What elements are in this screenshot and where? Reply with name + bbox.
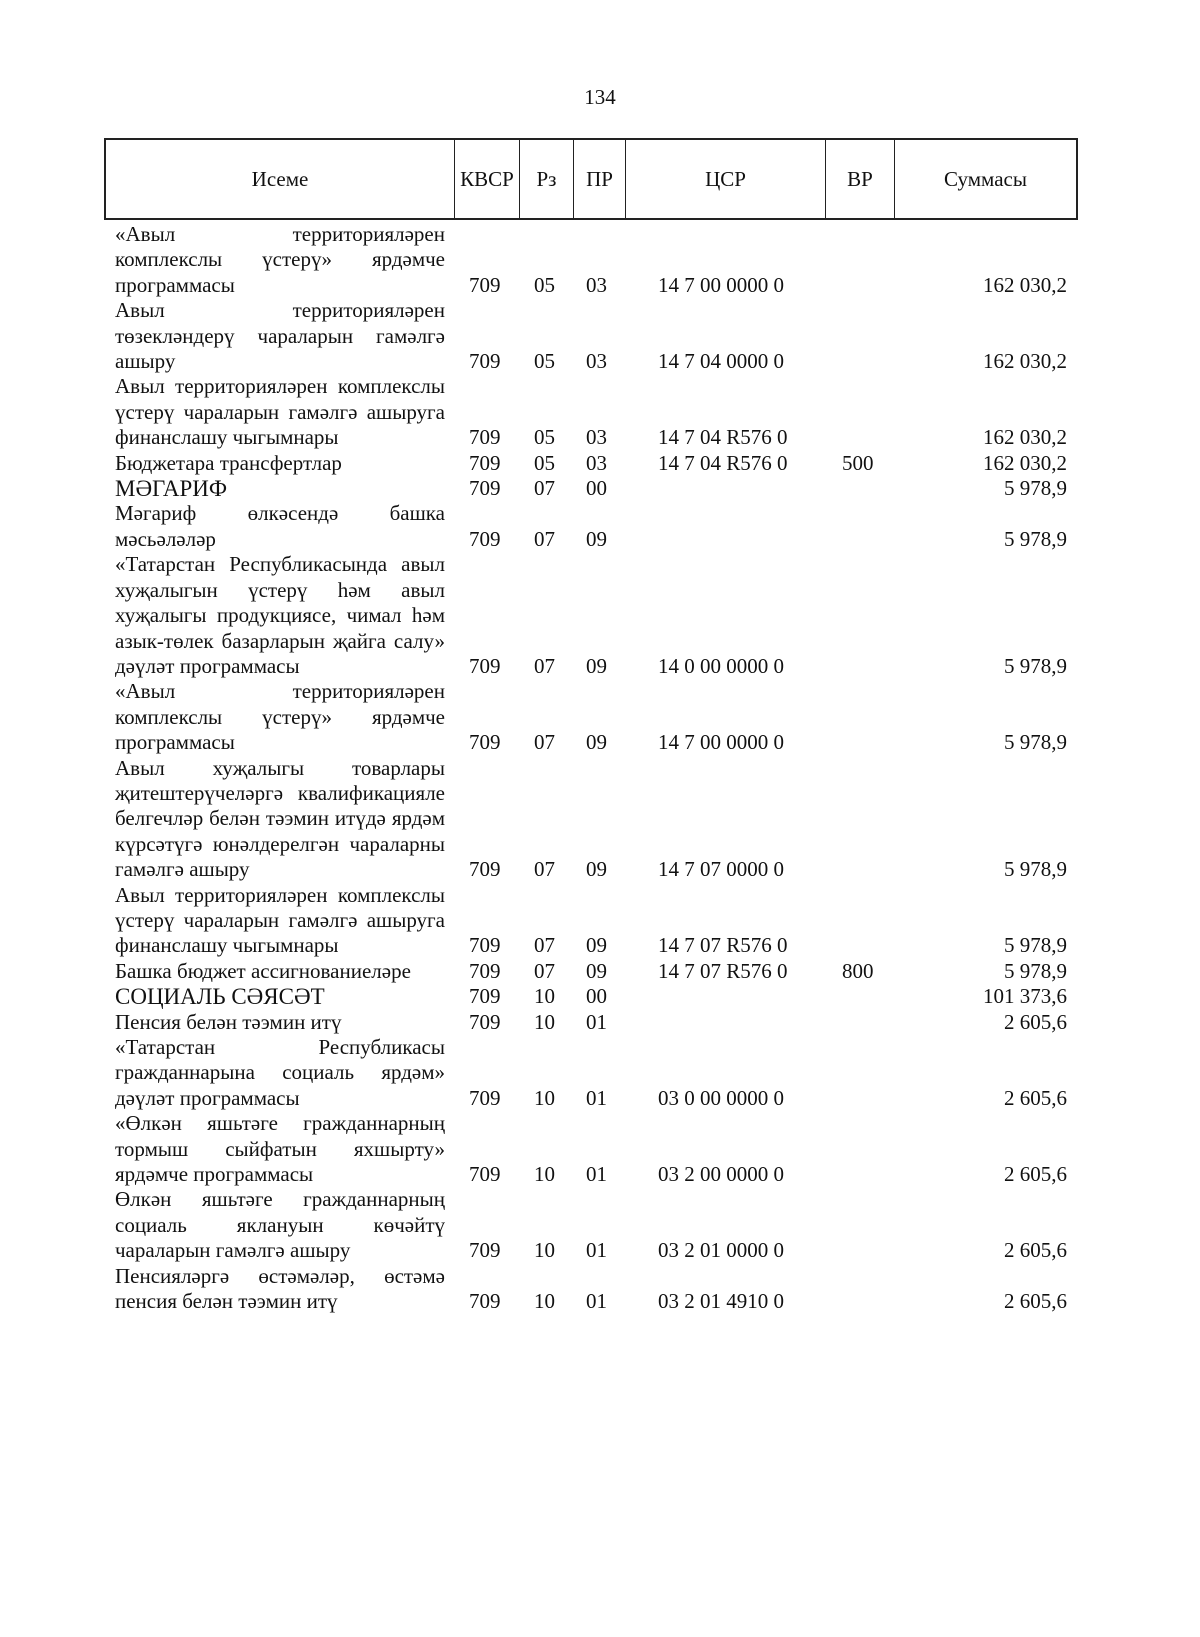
cell-csr: 14 7 04 R576 0: [658, 450, 788, 475]
cell-sum: 5 978,9: [1004, 730, 1067, 755]
cell-kvsr: 709: [469, 653, 501, 678]
cell-csr: 14 7 00 0000 0: [658, 730, 784, 755]
cell-pr: 00: [586, 984, 607, 1009]
cell-rz: 07: [534, 526, 555, 551]
cell-kvsr: 709: [469, 1289, 501, 1314]
row-name: Авыл территорияләрен төзекләндерү чараларын гамәлгә ашыру: [115, 298, 445, 374]
cell-pr: 03: [586, 425, 607, 450]
row-name: Бюджетара трансфертлар: [115, 450, 342, 475]
cell-sum: 2 605,6: [1004, 1289, 1067, 1314]
cell-kvsr: 709: [469, 958, 501, 983]
row-name: Авыл территорияләрен комплекслы үстерү чараларын гамәлгә ашыруга финанслашу чыгымнары: [115, 374, 445, 450]
row-name: Пенсия белән тәэмин итү: [115, 1009, 342, 1034]
cell-sum: 2 605,6: [1004, 1162, 1067, 1187]
cell-pr: 00: [586, 476, 607, 501]
cell-pr: 09: [586, 526, 607, 551]
cell-rz: 10: [534, 984, 555, 1009]
cell-sum: 162 030,2: [983, 425, 1067, 450]
cell-vr: 500: [842, 450, 874, 475]
table-row: [0, 1035, 1200, 1111]
cell-pr: 09: [586, 958, 607, 983]
cell-rz: 05: [534, 272, 555, 297]
cell-rz: 07: [534, 730, 555, 755]
table-header: [104, 138, 1078, 220]
cell-csr: 03 2 01 0000 0: [658, 1238, 784, 1263]
cell-kvsr: 709: [469, 272, 501, 297]
cell-pr: 09: [586, 653, 607, 678]
cell-kvsr: 709: [469, 476, 501, 501]
header-name: Исеме: [251, 166, 309, 191]
cell-rz: 05: [534, 450, 555, 475]
cell-rz: 10: [534, 1289, 555, 1314]
cell-rz: 07: [534, 933, 555, 958]
section-title: СОЦИАЛЬ СӘЯСӘТ: [115, 984, 325, 1010]
cell-pr: 01: [586, 1009, 607, 1034]
header-rz: Рз: [519, 140, 573, 218]
cell-sum: 5 978,9: [1004, 653, 1067, 678]
cell-rz: 07: [534, 476, 555, 501]
row-name: Авыл территорияләрен комплекслы үстерү чараларын гамәлгә ашыруга финанслашу чыгымнары: [115, 882, 445, 958]
cell-csr: 14 7 04 R576 0: [658, 425, 788, 450]
cell-kvsr: 709: [469, 425, 501, 450]
table-row: [0, 883, 1200, 959]
cell-csr: 14 7 07 R576 0: [658, 933, 788, 958]
table-row: [0, 552, 1200, 679]
cell-kvsr: 709: [469, 1162, 501, 1187]
row-name: «Өлкән яшьтәге гражданнарның тормыш сыйфатын яхшырту» ярдәмче программасы: [115, 1111, 445, 1187]
row-name: «Татарстан Республикасында авыл хуҗалыгын үстерү һәм авыл хуҗалыгы продукциясе, чимал һәм азык-төлек базарларын җайга салу» дәүләт программасы: [115, 552, 445, 678]
cell-sum: 2 605,6: [1004, 1009, 1067, 1034]
row-name: Башка бюджет ассигнованиеләре: [115, 958, 411, 983]
cell-kvsr: 709: [469, 349, 501, 374]
cell-pr: 09: [586, 933, 607, 958]
cell-sum: 5 978,9: [1004, 933, 1067, 958]
page-number: 134: [584, 85, 616, 109]
cell-rz: 10: [534, 1162, 555, 1187]
cell-sum: 101 373,6: [983, 984, 1067, 1009]
cell-pr: 03: [586, 349, 607, 374]
cell-kvsr: 709: [469, 450, 501, 475]
cell-csr: 03 0 00 0000 0: [658, 1085, 784, 1110]
row-name: «Авыл территорияләрен комплекслы үстерү» ярдәмче программасы: [115, 222, 445, 297]
table-row: [0, 959, 1200, 984]
cell-sum: 5 978,9: [1004, 526, 1067, 551]
table-body: [0, 222, 1200, 1314]
header-pr: ПР: [573, 140, 625, 218]
cell-rz: 07: [534, 958, 555, 983]
cell-rz: 07: [534, 857, 555, 882]
cell-sum: 2 605,6: [1004, 1238, 1067, 1263]
cell-csr: 14 7 04 0000 0: [658, 349, 784, 374]
cell-csr: 14 0 00 0000 0: [658, 653, 784, 678]
header-sum: Суммасы: [894, 140, 1076, 218]
table-row: [0, 451, 1200, 476]
cell-kvsr: 709: [469, 1009, 501, 1034]
table-row: [0, 1010, 1200, 1035]
cell-kvsr: 709: [469, 857, 501, 882]
cell-kvsr: 709: [469, 730, 501, 755]
table-row: [0, 679, 1200, 755]
cell-sum: 5 978,9: [1004, 857, 1067, 882]
cell-sum: 162 030,2: [983, 450, 1067, 475]
table-row: [0, 501, 1200, 552]
table-row: [0, 756, 1200, 883]
header-csr: ЦСР: [625, 140, 825, 218]
cell-pr: 09: [586, 857, 607, 882]
cell-vr: 800: [842, 958, 874, 983]
cell-csr: 03 2 00 0000 0: [658, 1162, 784, 1187]
cell-rz: 07: [534, 653, 555, 678]
cell-pr: 03: [586, 450, 607, 475]
cell-kvsr: 709: [469, 1085, 501, 1110]
cell-sum: 162 030,2: [983, 272, 1067, 297]
table-row: [0, 374, 1200, 450]
cell-csr: 03 2 01 4910 0: [658, 1289, 784, 1314]
cell-kvsr: 709: [469, 526, 501, 551]
cell-pr: 01: [586, 1162, 607, 1187]
header-kvsr: КВСР: [454, 140, 519, 218]
row-name: Пенсияләргә өстәмәләр, өстәмә пенсия белән тәэмин итү: [115, 1263, 445, 1314]
table-row: [0, 984, 1200, 1009]
cell-pr: 01: [586, 1238, 607, 1263]
table-row: [0, 222, 1200, 298]
cell-sum: 5 978,9: [1004, 958, 1067, 983]
header-vr: ВР: [825, 140, 894, 218]
cell-kvsr: 709: [469, 984, 501, 1009]
table-row: [0, 476, 1200, 501]
cell-pr: 09: [586, 730, 607, 755]
table-row: [0, 298, 1200, 374]
row-name: Мәгариф өлкәсендә башка мәсьәләләр: [115, 501, 445, 551]
cell-rz: 10: [534, 1085, 555, 1110]
cell-rz: 05: [534, 349, 555, 374]
cell-sum: 162 030,2: [983, 349, 1067, 374]
cell-csr: 14 7 07 R576 0: [658, 958, 788, 983]
row-name: Авыл хуҗалыгы товарлары җитештерүчеләргә квалификацияле белгечләр белән тәэмин итүдә ярдәм күрсәтүгә юнәлдерелгән чараларны гамәлгә ашыру: [115, 755, 445, 882]
cell-rz: 05: [534, 425, 555, 450]
cell-pr: 01: [586, 1289, 607, 1314]
table-row: [0, 1264, 1200, 1315]
row-name: Өлкән яшьтәге гражданнарның социаль яклануын көчәйтү чараларын гамәлгә ашыру: [115, 1187, 445, 1263]
cell-csr: 14 7 07 0000 0: [658, 857, 784, 882]
table-row: [0, 1111, 1200, 1187]
cell-kvsr: 709: [469, 933, 501, 958]
cell-kvsr: 709: [469, 1238, 501, 1263]
cell-rz: 10: [534, 1238, 555, 1263]
section-title: МӘГАРИФ: [115, 476, 228, 502]
row-name: «Авыл территорияләрен комплекслы үстерү» ярдәмче программасы: [115, 679, 445, 755]
cell-sum: 5 978,9: [1004, 476, 1067, 501]
cell-csr: 14 7 00 0000 0: [658, 272, 784, 297]
cell-pr: 01: [586, 1085, 607, 1110]
cell-sum: 2 605,6: [1004, 1085, 1067, 1110]
table-row: [0, 1187, 1200, 1263]
cell-rz: 10: [534, 1009, 555, 1034]
cell-pr: 03: [586, 272, 607, 297]
row-name: «Татарстан Республикасы гражданнарына социаль ярдәм» дәүләт программасы: [115, 1035, 445, 1110]
